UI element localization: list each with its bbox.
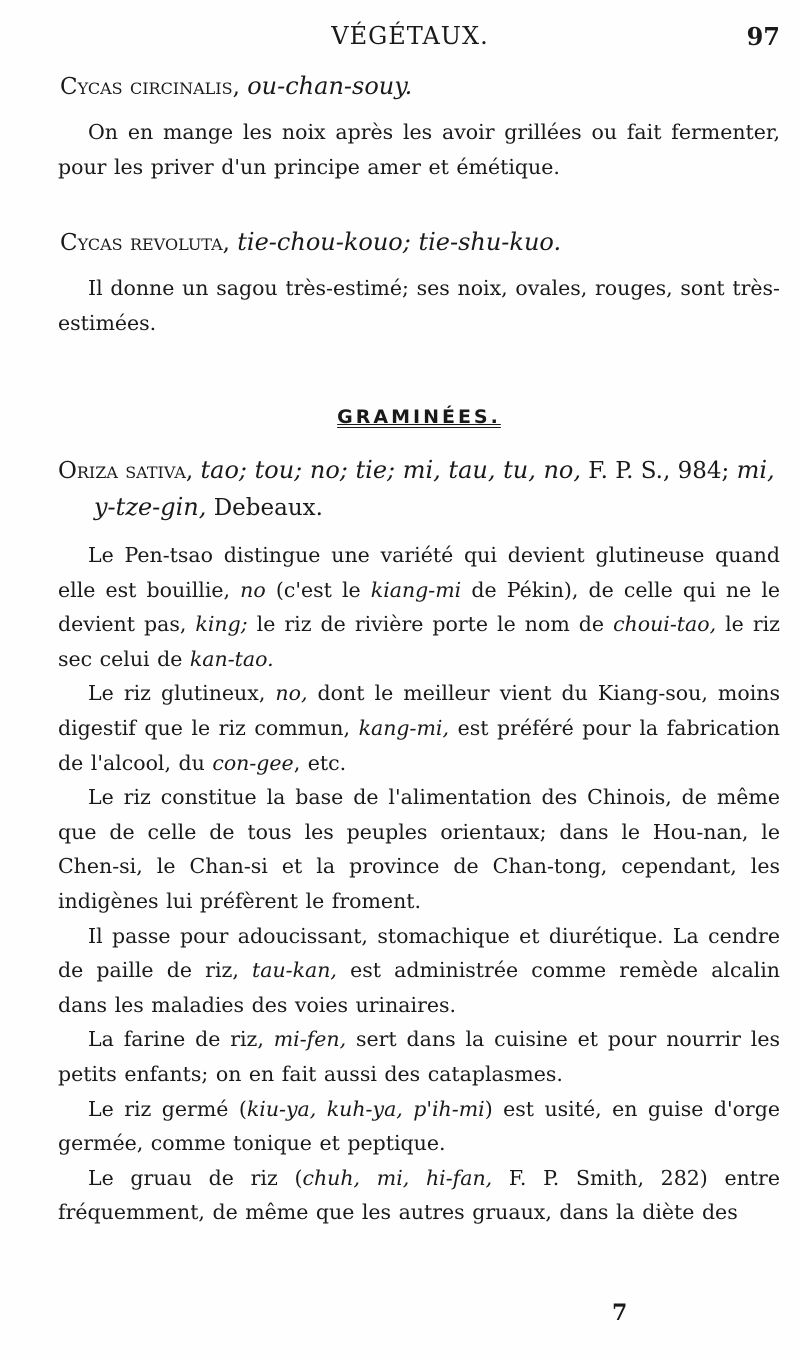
genus-name: Cycas bbox=[60, 74, 123, 100]
text-run: de Pékin), de celle qui ne le devient pas, bbox=[58, 577, 781, 637]
page-number: 97 bbox=[746, 22, 780, 51]
species-name: circinalis bbox=[129, 74, 233, 100]
signature-mark: 7 bbox=[612, 1300, 628, 1326]
section-title: GRAMINÉES. bbox=[337, 406, 501, 428]
text-run: ) est usité, en guise d'orge germée, comme tonique et peptique. bbox=[58, 1096, 780, 1156]
separator: , bbox=[222, 230, 238, 256]
text-run: Le Pen-tsao distingue une variété qui devient glutineuse quand elle est bouillie, bbox=[58, 543, 780, 602]
text-run: est administrée comme remède alcalin dans les maladies des voies urinaires. bbox=[58, 958, 780, 1017]
text-run: Le gruau de riz ( bbox=[88, 1165, 303, 1190]
entry-heading bbox=[58, 224, 780, 261]
entry-heading bbox=[58, 68, 780, 105]
paragraph bbox=[58, 538, 780, 676]
vernacular-name: tie-chou-kouo; tie-shu-kuo. bbox=[237, 228, 562, 256]
separator: , bbox=[185, 458, 201, 484]
text-run: La farine de riz, bbox=[88, 1027, 274, 1052]
text-run: Le riz germé ( bbox=[88, 1096, 247, 1121]
paragraph: Le riz constitue la base de l'alimentation des Chinois, de même que de celle de tous les peuples orientaux; dans le Hou-nan, le Chen-si, le Chan-si et la province de Chan-tong, cependant, les indigènes lui préfèrent le froment. bbox=[58, 785, 780, 913]
entry-cycas-circinalis bbox=[58, 68, 780, 184]
term: con-gee bbox=[212, 750, 294, 775]
term: king; bbox=[195, 612, 248, 637]
term: kan-tao. bbox=[189, 646, 274, 671]
text-run: Il passe pour adoucissant, stomachique et diurétique. La cendre de paille de riz, bbox=[58, 923, 780, 983]
paragraph bbox=[58, 1022, 780, 1091]
term: kiu-ya, kuh-ya, p'ih-mi bbox=[246, 1096, 485, 1121]
entry-oriza-sativa bbox=[58, 452, 780, 1230]
running-header bbox=[40, 18, 780, 54]
species-name: revoluta bbox=[129, 230, 223, 256]
running-title: VÉGÉTAUX. bbox=[331, 22, 489, 50]
separator: , bbox=[232, 74, 248, 100]
text-run: est préféré pour la fabrication de l'alcool, du bbox=[58, 715, 780, 775]
text-run: Le riz glutineux, bbox=[88, 681, 276, 706]
reference: F. P. S., 984; bbox=[581, 458, 737, 484]
vernacular-names: mi, y-tze-gin, bbox=[94, 456, 775, 521]
term: kang-mi, bbox=[358, 715, 449, 740]
paragraph bbox=[58, 1092, 780, 1161]
text-run: F. P. Smith, 282) entre fréquemment, de même que les autres gruaux, dans la diète des bbox=[58, 1165, 780, 1225]
genus-name: Cycas bbox=[60, 230, 123, 256]
entry-text: Il donne un sagou très-estimé; ses noix, ovales, rouges, sont très-estimées. bbox=[58, 276, 780, 335]
vernacular-name: ou-chan-souy. bbox=[247, 72, 413, 100]
text-run: le riz de rivière porte le nom de bbox=[247, 612, 614, 637]
term: tau-kan, bbox=[252, 958, 337, 983]
entry-heading bbox=[58, 452, 780, 526]
term: mi-fen, bbox=[273, 1027, 347, 1052]
text-run: dont le meilleur vient du Kiang-sou, moins digestif que le riz commun, bbox=[58, 681, 780, 740]
vernacular-names: tao; tou; no; tie; mi, tau, tu, no, bbox=[200, 456, 581, 484]
term: no bbox=[240, 577, 266, 602]
reference: Debeaux. bbox=[206, 495, 323, 521]
text-run: le riz sec celui de bbox=[58, 612, 780, 671]
paragraph bbox=[58, 676, 780, 780]
term: no, bbox=[275, 681, 308, 706]
paragraph bbox=[58, 919, 780, 1023]
genus-name: Oriza bbox=[58, 458, 118, 484]
term: kiang-mi bbox=[370, 577, 462, 602]
term: choui-tao, bbox=[613, 612, 717, 637]
species-name: sativa bbox=[125, 458, 186, 484]
section-heading bbox=[58, 400, 780, 435]
text-run: , etc. bbox=[293, 750, 347, 775]
entry-cycas-revoluta bbox=[58, 224, 780, 340]
paragraph bbox=[58, 1161, 780, 1230]
text-run: (c'est le bbox=[265, 577, 371, 602]
text-run: sert dans la cuisine et pour nourrir les petits enfants; on en fait aussi des cataplasmes. bbox=[58, 1027, 780, 1086]
entry-text: On en mange les noix après les avoir grillées ou fait fermenter, pour les priver d'un principe amer et émétique. bbox=[58, 120, 780, 179]
term: chuh, mi, hi-fan, bbox=[302, 1165, 493, 1190]
